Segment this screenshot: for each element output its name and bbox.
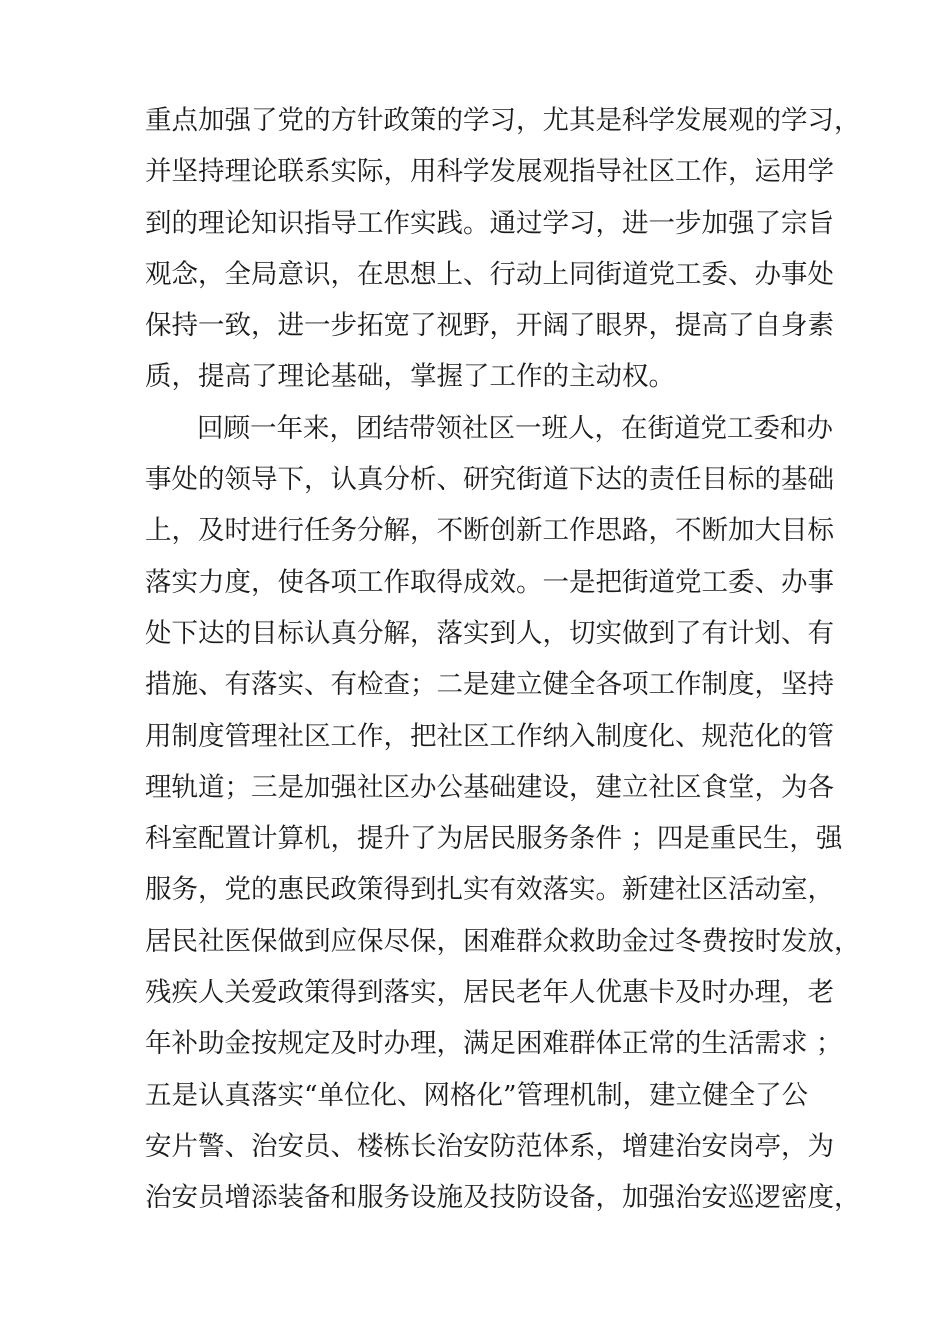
text-line: 保持一致，进一步拓宽了视野，开阔了眼界，提高了自身素 [145, 310, 834, 342]
text-line: 并坚持理论联系实际，用科学发展观指导社区工作，运用学 [145, 156, 834, 188]
text-line: 居民社医保做到应保尽保，困难群众救助金过冬费按时发放， [145, 925, 861, 957]
text-line-indented: 回顾一年来，团结带领社区一班人，在街道党工委和办 [197, 412, 833, 444]
text-line: 治安员增添装备和服务设施及技防设备，加强治安巡逻密度， [145, 1182, 861, 1214]
text-line: 重点加强了党的方针政策的学习，尤其是科学发展观的学习， [145, 105, 861, 136]
document-body [145, 95, 861, 1224]
text-line: 上，及时进行任务分解，不断创新工作思路，不断加大目标 [145, 515, 834, 547]
text-line: 到的理论知识指导工作实践。通过学习，进一步加强了宗旨 [145, 207, 834, 239]
text-line: 年补助金按规定及时办理，满足困难群体正常的生活需求 ； [145, 1028, 843, 1060]
text-line: 措施、有落实、有检查；二是建立健全各项工作制度，坚持 [145, 669, 834, 701]
text-line: 科室配置计算机，提升了为居民服务条件 ；四是重民生，强 [145, 823, 843, 855]
paragraph-1 [145, 95, 861, 403]
text-line: 落实力度，使各项工作取得成效。一是把街道党工委、办事 [145, 566, 834, 598]
text-line: 服务，党的惠民政策得到扎实有效落实。新建社区活动室， [145, 874, 834, 906]
paragraph-2 [145, 403, 861, 1224]
text-line: 理轨道；三是加强社区办公基础建设，建立社区食堂，为各 [145, 771, 834, 803]
text-line: 处下达的目标认真分解，落实到人，切实做到了有计划、有 [145, 617, 834, 649]
text-line: 安片警、治安员、楼栋长治安防范体系，增建治安岗亭，为 [145, 1130, 834, 1162]
text-line: 五是认真落实“单位化、网格化”管理机制，建立健全了公 [145, 1079, 809, 1111]
text-line: 质，提高了理论基础，掌握了工作的主动权。 [145, 361, 675, 393]
text-line: 残疾人关爱政策得到落实，居民老年人优惠卡及时办理，老 [145, 977, 834, 1009]
text-line: 观念，全局意识，在思想上、行动上同街道党工委、办事处 [145, 258, 834, 290]
text-line: 事处的领导下，认真分析、研究街道下达的责任目标的基础 [145, 464, 834, 496]
text-line: 用制度管理社区工作，把社区工作纳入制度化、规范化的管 [145, 720, 834, 752]
